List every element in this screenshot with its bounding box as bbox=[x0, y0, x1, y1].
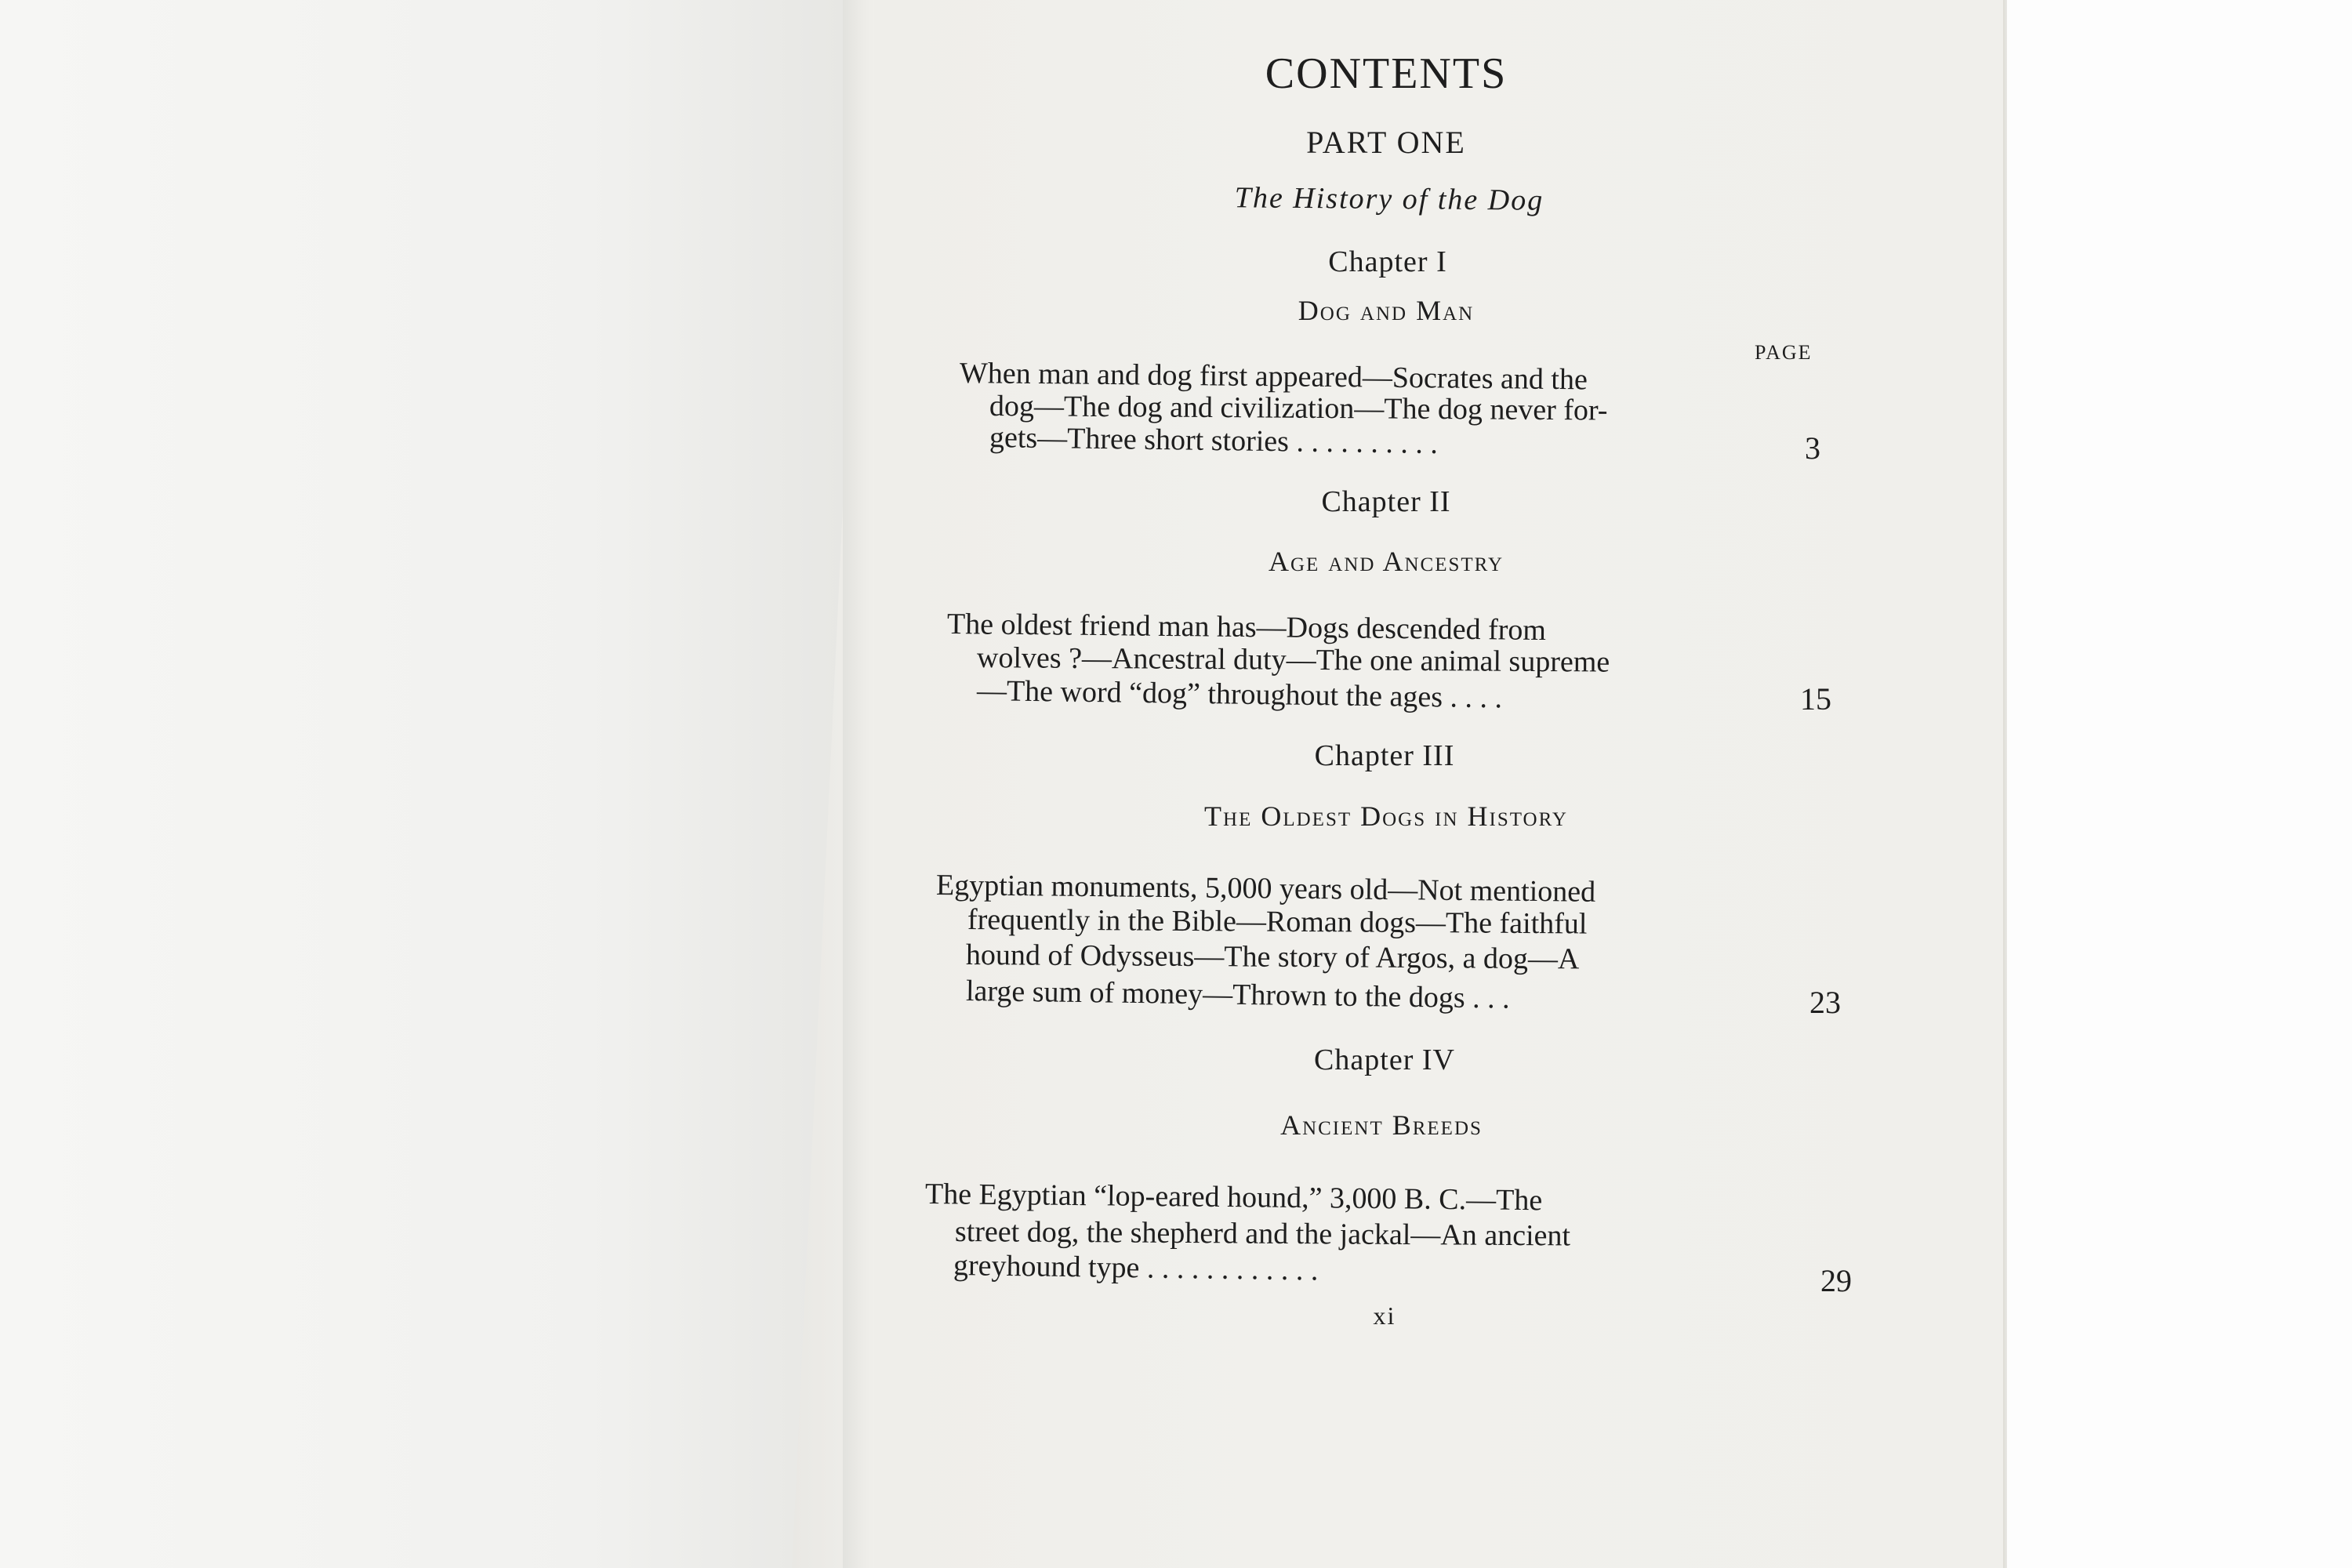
chapter-2-summary-line: wolves ?—Ancestral duty—The one animal supreme bbox=[976, 641, 1610, 679]
chapter-3-summary-line: large sum of money—Thrown to the dogs . . . bbox=[965, 975, 1510, 1015]
chapter-4-summary-line: The Egyptian “lop-eared hound,” 3,000 B. C.—The bbox=[924, 1178, 1543, 1218]
chapter-4-number: Chapter IV bbox=[1314, 1044, 1455, 1076]
chapter-1-title: Dog and Man bbox=[1298, 295, 1475, 326]
chapter-1-number: Chapter I bbox=[1328, 245, 1447, 278]
part-heading: PART ONE bbox=[1306, 125, 1466, 160]
chapter-3-number: Chapter III bbox=[1314, 739, 1455, 772]
part-subtitle: The History of the Dog bbox=[1234, 181, 1544, 217]
chapter-1-summary-line: dog—The dog and civilization—The dog never for- bbox=[989, 390, 1608, 427]
page-folio: xi bbox=[1373, 1301, 1396, 1330]
chapter-4-title: Ancient Breeds bbox=[1280, 1109, 1483, 1141]
chapter-2-title: Age and Ancestry bbox=[1268, 546, 1504, 577]
contents-heading: CONTENTS bbox=[1265, 49, 1508, 98]
page-column-label: PAGE bbox=[1755, 341, 1813, 364]
contents-page bbox=[792, 0, 2046, 1568]
chapter-2-page: 15 bbox=[1800, 681, 1831, 717]
chapter-3-page: 23 bbox=[1809, 985, 1841, 1020]
left-page-blank bbox=[0, 0, 843, 1568]
chapter-4-summary-line: greyhound type . . . . . . . . . . . . bbox=[953, 1249, 1319, 1287]
chapter-3-title: The Oldest Dogs in History bbox=[1204, 800, 1568, 832]
chapter-1-page: 3 bbox=[1805, 430, 1820, 466]
book-gutter bbox=[843, 0, 874, 1568]
chapter-1-summary-line: When man and dog first appeared—Socrates and the bbox=[959, 357, 1588, 397]
chapter-4-summary-line: street dog, the shepherd and the jackal—An ancient bbox=[954, 1215, 1571, 1253]
background-surface bbox=[2007, 0, 2352, 1568]
chapter-4-page: 29 bbox=[1820, 1263, 1852, 1298]
chapter-3-summary-line: Egyptian monuments, 5,000 years old—Not mentioned bbox=[935, 869, 1596, 909]
chapter-2-summary-line: —The word “dog” throughout the ages . . . . bbox=[976, 674, 1503, 715]
chapter-1-summary-line: gets—Three short stories . . . . . . . . . . bbox=[989, 421, 1439, 460]
chapter-2-number: Chapter II bbox=[1321, 485, 1451, 518]
chapter-2-summary-line: The oldest friend man has—Dogs descended from bbox=[946, 608, 1547, 647]
chapter-3-summary-line: frequently in the Bible—Roman dogs—The faithful bbox=[967, 903, 1588, 941]
chapter-3-summary-line: hound of Odysseus—The story of Argos, a dog—A bbox=[965, 938, 1580, 976]
